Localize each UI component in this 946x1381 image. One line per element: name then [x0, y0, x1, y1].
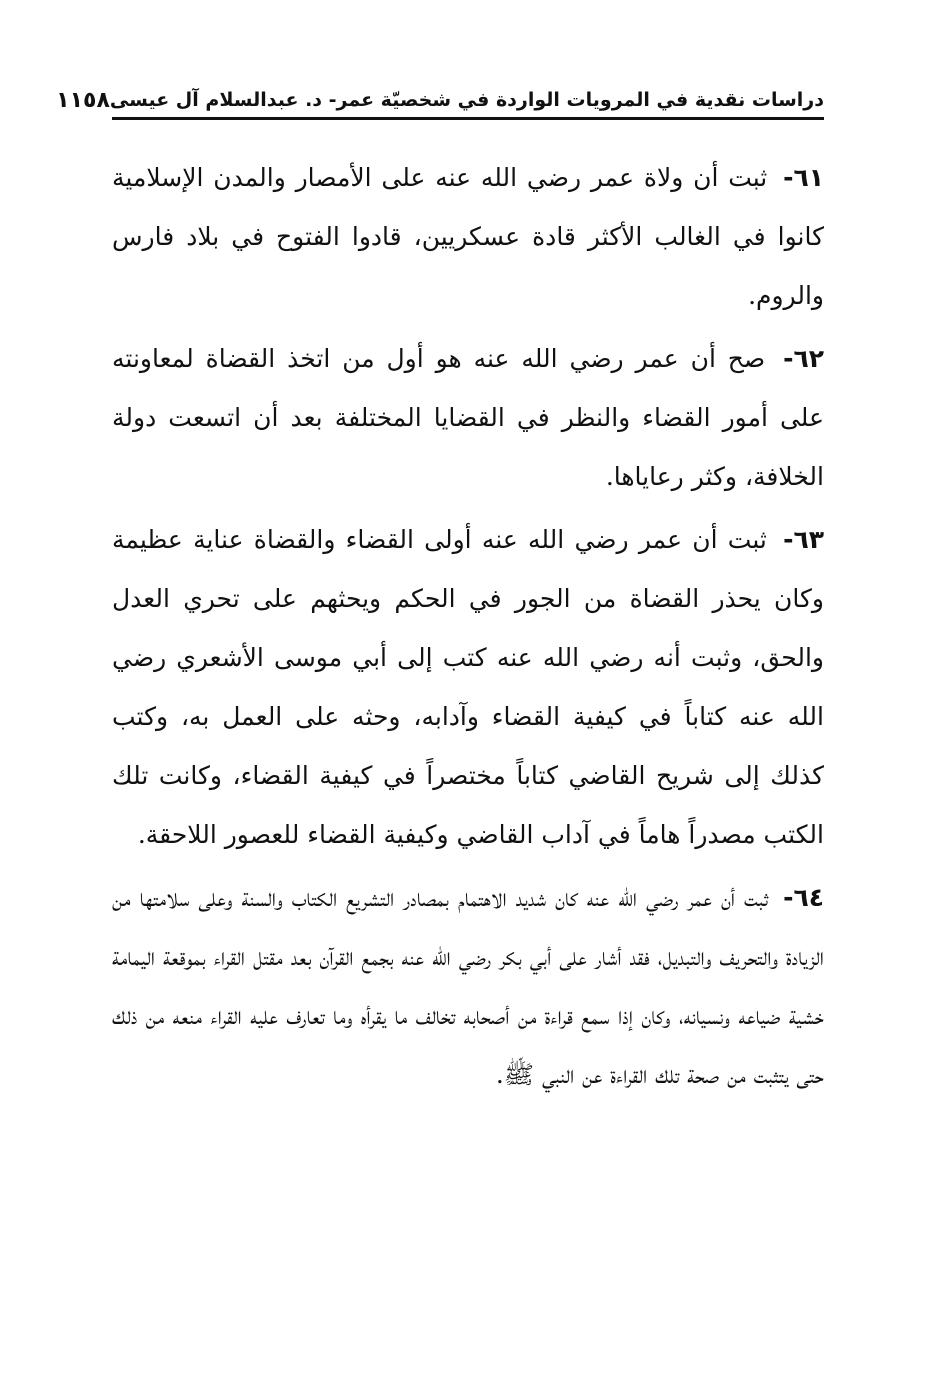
body-text	[112, 148, 824, 1108]
list-item	[112, 868, 824, 1104]
item-number: ٦٢-	[783, 344, 824, 373]
running-header	[56, 82, 824, 118]
header-title: دراسات نقدية في المرويات الواردة في شخصيّة عمر- د. عبدالسلام آل عيسى	[109, 89, 824, 111]
list-item	[112, 329, 824, 506]
list-item	[112, 148, 824, 325]
item-number: ٦٤-	[783, 883, 824, 912]
page-number: ١١٥٨	[56, 87, 110, 113]
list-item	[112, 510, 824, 864]
item-number: ٦١-	[783, 163, 824, 192]
header-rule	[112, 117, 824, 120]
item-text: صح أن عمر رضي الله عنه هو أول من اتخذ القضاة لمعاونته على أمور القضاء والنظر في القضايا المختلفة بعد أن اتسعت دولة الخلافة، وكثر رعاياها.	[112, 344, 824, 491]
item-number: ٦٣-	[783, 525, 824, 554]
item-text: ثبت أن عمر رضي الله عنه كان شديد الاهتمام بمصادر التشريع الكتاب والسنة وعلى سلامتها من الزيادة والتحريف والتبديل، فقد أشار على أبي بكر رضي الله عنه بجمع القرآن بعد مقتل القراء بموقعة اليمامة خشية ضياعه ونسيانه، وكان إذا سمع قراءة من أصحابه تخالف ما يقرأه وما تعارف عليه القراء منعه من ذلك حتى يتثبت من صحة تلك القراءة عن النبي ﷺ.	[112, 883, 824, 1089]
item-text: ثبت أن ولاة عمر رضي الله عنه على الأمصار والمدن الإسلامية كانوا في الغالب الأكثر قادة عسكريين، قادوا الفتوح في بلاد فارس والروم.	[112, 163, 824, 310]
item-text: ثبت أن عمر رضي الله عنه أولى القضاء والقضاة عناية عظيمة وكان يحذر القضاة من الجور في الحكم ويحثهم على تحري العدل والحق، وثبت أنه رضي الله عنه كتب إلى أبي موسى الأشعري رضي الله عنه كتاباً في كيفية القضاء وآدابه، وحثه على العمل به، وكتب كذلك إلى شريح القاضي كتاباً مختصراً في كيفية القضاء، وكانت تلك الكتب مصدراً هاماً في آداب القاضي وكيفية القضاء للعصور اللاحقة.	[112, 525, 824, 849]
